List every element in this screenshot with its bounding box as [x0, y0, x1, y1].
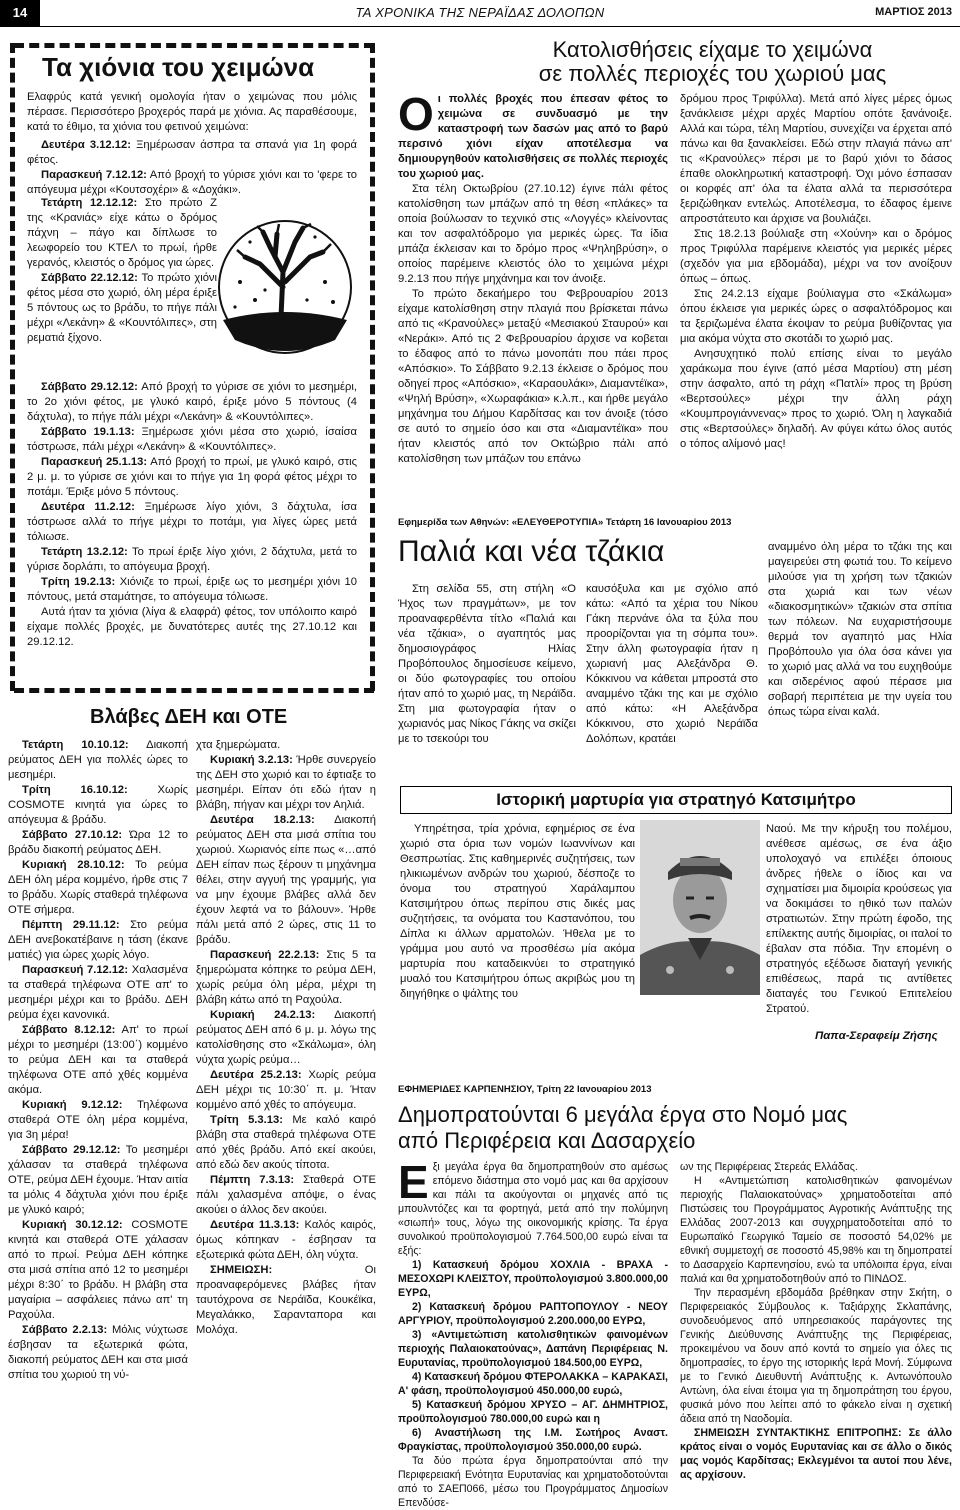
- snow-intro-text: Ελαφρύς κατά γενική ομολογία ήταν ο χειμώνας που μόλις πέρασε. Περισσότερο βροχερός παρά με χιόνια. Ας παραθέσουμε, κατά το έθιμο, τα χιόνια του φετινού χειμώνα:: [27, 91, 357, 133]
- outage-text: Χωρίς ρεύμα ΔΕΗ μέχρι τις 10:30΄ π. μ. Ήταν κομμένο από χθές το απόγευμα.: [196, 1069, 376, 1111]
- outage-date: Δευτέρα 25.2.13:: [210, 1069, 302, 1081]
- snow-entries-wrap: [27, 196, 217, 376]
- dashed-frame-right: [370, 43, 375, 691]
- snow-intro: [27, 90, 357, 133]
- landslides-column-1: [398, 88, 668, 500]
- outage-entry: [196, 948, 376, 1008]
- project-item: 6) Αναστήλωση της Ι.Μ. Σωτήρος Αναστ. Φραγκίστας, προϋπολογισμού 350.000,00 ευρώ.: [398, 1427, 668, 1453]
- outage-entry: [196, 1068, 376, 1113]
- outage-entry: [8, 783, 188, 828]
- outages-column-2: [196, 738, 376, 1466]
- outage-entry: [196, 1263, 376, 1338]
- project-item: 2) Κατασκευή δρόμου ΡΑΠΤΟΠΟΥΛΟΥ - ΝΕΟΥ ΑΡΓΥΡΙΟΥ, προϋπολογισμού 2.200.000,00 ΕΥΡΩ,: [398, 1301, 668, 1327]
- history-column-1: [400, 822, 635, 1072]
- outage-text: Ώρα 12 το βράδυ διακοπή ρεύματος ΔΕΗ.: [8, 829, 188, 856]
- outage-entry: [8, 1023, 188, 1098]
- snow-date-5: Σάββατο 29.12.12:: [41, 381, 138, 393]
- outage-entry: [196, 1218, 376, 1263]
- history-p2: Ναού. Με την κήρυξη του πολέμου, ανέθεσε αμέσως, σε ένα άξιο υπολοχαγό να επιλέξει όποιους άνδρες ήθελε ο ίδιος και να σχηματίσει μια διμοιρία κρούσεως για να δοκιμάσει το ηθικό των ιταλών στρατιωτών. Στην πρώτη έφοδο, της επίλεκτης αυτής διμοιρίας, οι ιταλοί το έβαλαν στα πόδια. Την επομένη ο στρατηγός εξέδωσε διαταγή γενικής επιθέσεως, παρά τις αντίθετες διαταγές του Γενικού Επιτελείου Στρατού.: [766, 823, 952, 1015]
- snow-text-4: Το πρώτο χιόνι φέτος μέσα στο χωριό, όλη μέρα έριξε 5 πόντους ως το βράδυ, το πήγε πάλι μέχρι «Λεκάνη» & «Κουντόλιπες», στη ρεματιά ξίχονο.: [27, 272, 217, 344]
- snow-text-10: Χιόνιζε το πρωί, έριξε ως το μεσημέρι χιόνι 10 πόντους, μετά σταμάτησε, το απόγευμα τόλιωσε.: [27, 576, 357, 603]
- snow-text-1: Ξημέρωσαν άσπρα τα σπανά για 1η φορά φέτος.: [27, 139, 357, 166]
- outage-date: Σάββατο 27.10.12:: [22, 829, 123, 841]
- outage-entry: [8, 1323, 188, 1383]
- landslides-title: [470, 38, 955, 86]
- outage-date: Σάββατο 29.12.12:: [22, 1144, 121, 1156]
- outage-entry: [8, 1143, 188, 1218]
- outage-text: Διακοπή ρεύματος ΔΕΗ στα μισά σπίτια του χωριού. Χωριανός είπε πως «…από ΔΕΗ είπαν πως ξέρουν τι μηχάνημα θέλει, στην αγγυή της γραμμής, για να μην έχουμε βλάβες αλλά δεν έχουν λεφτά να το βάλουν». Ήρθε πάλι μετά από 2 ώρες, στις 11 το βράδυ.: [196, 814, 376, 946]
- outage-entry: [196, 813, 376, 948]
- landslides-p4: Στις 18.2.13 βούλιαξε στη «Χούνη» και ο δρόμος προς Τριφύλλα παρέμεινε κλειστός για μερικές μέρες (σχεδόν για μια εβδομάδα), μέχρι να τον ανοίξουν όπως – όπως.: [680, 228, 952, 285]
- outage-entry: [8, 918, 188, 963]
- dashed-frame-bottom: [14, 688, 374, 693]
- snow-text-5: Από βροχή το γύρισε σε χιόνι το μεσημέρι, το 2ο χιόνι φέτος, με γλυκό καιρό, έριξε μόνο 5 πόντους (4 δάχτυλα), το πήγε πάλι μέχρι «Λεκάνη» & «Κουντόλιπες».: [27, 381, 357, 423]
- outage-text: Σταθερά ΟΤΕ πάλι χαλασμένα απόψε, ο ένας ακούει ο άλλος δεν ακούει.: [196, 1174, 376, 1216]
- outage-text: Διακοπή ρεύματος ΔΕΗ για πολλές ώρες το μεσημέρι.: [8, 739, 188, 781]
- snow-date-2: Παρασκευή 7.12.12:: [41, 169, 147, 181]
- fireplaces-text-1: Στη σελίδα 55, στη στήλη «Ο Ήχος των πραγμάτων», με τον προαναφερθέντα τίτλο «Παλιά και νέα τζάκια», ο αγαπητός μας δημοσιογράφος Ηλίας Προβόπουλος δημοσίευσε κείμενο, οι δύο φωτογραφίες του οποίου ήταν από το χωριό μας, τη Νεράϊδα. Στη μια φωτογραφία ήταν ο χωριανός μας Νίκος Γάκης να σκίζει με το τσεκούρι του: [398, 583, 576, 745]
- outages-title: Βλάβες ΔΕΗ και ΟΤΕ: [90, 706, 288, 728]
- fireplaces-column-3: [768, 540, 952, 775]
- projects-column-1: [398, 1156, 668, 1509]
- projects-column-2: [680, 1160, 952, 1481]
- snow-article-title: Τα χιόνια του χειμώνα: [42, 52, 315, 82]
- outage-text: Χωρίς COSMOTE κινητά για ώρες το απόγευμα & βράδυ.: [8, 784, 188, 826]
- outage-text: Το μεσημέρι χάλασαν τα σταθερά τηλέφωνα ΟΤΕ, ρεύμα ΔΕΗ έχουμε. Ήταν αιτία τα μόλις 4 δάχτυλα χιόνι που έριξε με γλυκό καιρό;: [8, 1144, 188, 1216]
- outage-entry: [8, 1098, 188, 1143]
- outage-text: Οι προαναφερόμενες βλάβες ήταν ταυτόχρονα σε Νεράϊδα, Κουκέϊκα, Μεγαλάκκο, Σαρανταπορα και Μολόχα.: [196, 1264, 376, 1336]
- fireplaces-text-2: καυσόξυλα και με σχόλιο από κάτω: «Από τα χέρια του Νίκου Γάκη περνάνε όλα τα ξύλα που προορίζονται για τη σόμπα του». Στην άλλη φωτογραφία ήταν η χωριανή μας Αλεξάνδρα Θ. Κόκκινου να κάθεται μπροστά στο αναμμένο τζάκι της και με σχόλιο από κάτω: «Η Αλεξάνδρα Κόκκινου, στο χωριό Νεράϊδα Δολόπων, κρατάει: [586, 583, 758, 745]
- fireplaces-column-1: [398, 582, 576, 772]
- outage-entry: [8, 963, 188, 1023]
- outage-date: Τετάρτη 10.10.12:: [22, 739, 129, 751]
- snow-date-9: Τετάρτη 13.2.12:: [41, 546, 128, 558]
- landslides-p3: δρόμου προς Τριφύλλα). Μετά από λίγες μέρες όμως ξανάκλεισε μέχρι αρχές Μαρτίου οπότε ξανάνοιξε. Αλλά και τώρα, τέλη Μαρτίου, συνεχίζει να έρχεται από πάνω και θα ξανακλείσει. Εδώ στην πλαγιά πάνω απ' τις «Κρανούλες» πέρσι με το βαρύ χιόνι το δάσος έπαθε ολοκληρωτική καταστροφή. Όχι μόνο έσπασαν οι κορφές απ' όλα τα έλατα αλλά τα περισσότερα ξεριζώθηκαν εντελώς. Αποτέλεσμα, το έδαφος έμεινε απροστάτευτο και άρχισε να βουλιάζει.: [680, 93, 952, 225]
- outage-entry: [8, 1218, 188, 1323]
- snow-text-3: Στο πρώτο Ζ της «Κρανιάς» είχε κάτω ο δρόμος πάχνη – πάγο και δίπλωσε το λεωφορείο του ΚΤΕΛ το πρωί, ήρθε γερανός, κλειστός ο δρόμος για ώρες.: [27, 197, 217, 269]
- projects-source-caption: ΕΦΗΜΕΡΙΔΕΣ ΚΑΡΠΕΝΗΣΙΟΥ, Τρίτη 22 Ιανουαρίου 2013: [398, 1084, 652, 1095]
- outage-text: Στο ρεύμα ΔΕΗ ανεβοκατέβαινε η τάση (έκανε ματιές) για ώρες χωρίς λόγο.: [8, 919, 188, 961]
- outage-date: Κυριακή 24.2.13:: [210, 1009, 316, 1021]
- snow-entries-top: [27, 138, 357, 200]
- projects-c2c: Την περασμένη εβδομάδα βρέθηκαν στην Σκήτη, ο Περιφερειακός Σύμβουλος κ. Ταξιάρχης Σκλαπάνης, συνοδευόμενος από υπηρεσιακούς παράγοντες της Γενικής Διεύθυνσης Ανάπτυξης της Περιφέρειας, προκειμένου να δουν από κοντά το σημείο για όλες τις δημοπρασίες, το έργο της ιστορικής Ιερά Μονή. Σύμφωνα με το Γενικό Διευθυντή Ανάπτυξης κ. Αντωνόπουλο Αντώνη, όλα είναι έτοιμα για τη δημοπράτηση του έργου, φυσικά μόνο που λείπει από το φάκελο είναι η σχετική άδεια από τη Ναοδομία.: [680, 1287, 952, 1425]
- outage-text: Απ' το πρωί μέχρι το μεσημέρι (13:00΄) κομμένο το ρεύμα ΔΕΗ και τα σταθερά τηλέφωνα ΟΤΕ από χθές κομμένα ακόμα.: [8, 1024, 188, 1096]
- outage-entry: [8, 738, 188, 783]
- history-title: Ιστορική μαρτυρία για στρατηγό Κατσιμήτρο: [400, 786, 952, 814]
- projects-c2b: Η «Αντιμετώπιση κατολισθητικών φαινομένων περιοχής Παλαιοκατούνας» χρηματοδοτείται από Πιστώσεις του Προγράμματος Αγροτικής Ανάπτυξης της Ελλάδας 2007-2013 και συγχρηματοδοτείται από το Ευρωπαϊκό Γεωργικό Ταμείο σε ποσοστό 54,02% με εθνική συμμετοχή σε ποσοστό 45,98% και τη δημοπρατεί το Δασαρχείο Καρπενησίου, ενώ τα υπόλοιπα έργα, είναι παλιά και θα χρηματοδοτηθούν από το ΠΙΝΔΟΣ.: [680, 1175, 952, 1285]
- project-item: 5) Κατασκευή δρόμου ΧΡΥΣΟ – ΑΓ. ΔΗΜΗΤΡΙΟΣ, προϋπολογισμού 780.000,00 ευρώ και η: [398, 1399, 668, 1425]
- page-number: 14: [0, 0, 40, 26]
- snow-text-6: Ξημέρωσε χιόνι μέσα στο χωριό, ίσαίσα τόστρωσε, πάλι μέχρι «Λεκάνη» & «Κουντόλιπες».: [27, 426, 357, 453]
- fireplaces-text-3: αναμμένο όλη μέρα το τζάκι της και μαγειρεύει στη φωτιά του. Το κείμενο μιλούσε για τη χρήση των τζακιών στα χωριά και των νέων «διακοσμητικών» τζακιών στα σπίτια των πόλεων. Να ευχαριστήσουμε θερμά τον αγαπητό μας Ηλία Προβόπουλο για όλα όσα κάνει για το χωριό μας αλλά να του ευχηθούμε και σιδερένιος αφού πέρασε μια σοβαρή περιπέτεια με την υγεία του όπως τώρα είναι καλά.: [768, 541, 952, 718]
- outage-date: Κυριακή 9.12.12:: [22, 1099, 123, 1111]
- snow-text-8: Ξημέρωσε λίγο χιόνι, 3 δάχτυλα, ίσα τόστρωσε αλλά το πήγε μέχρι το ποτάμι, για λίγες ώρες μετά τόλιωσε.: [27, 501, 357, 543]
- outage-entry: [8, 858, 188, 918]
- issue-date: ΜΑΡΤΙΟΣ 2013: [875, 6, 952, 18]
- outage-date: Παρασκευή 22.2.13:: [210, 949, 320, 961]
- landslides-p2: Το πρώτο δεκαήμερο του Φεβρουαρίου 2013 είχαμε κατολίσθηση στην πλαγιά που βρίσκεται πάνω από τις «Κρανούλες» μεταξύ «Μεσιακού Σταυρού» και «Νεράκι». Από τις 2 Φεβρουαρίου άρχισε να κοβεται το έδαφος από το πάνω μονοπάτι που πάει προς «Απόσκιο». Το Σάββατο 9.2.13 έκλεισε ο δρόμος που οδηγεί προς «Απόσκιο», «Καραουλάκι», Διαμαντέϊκα», «Ψηλή Βρύση», «Χωραφάκια» κ.λ.π., και ήρθε μεγάλο μηχάνημα του Δήμου Καρδίτσας και τον άνοιξε (τόσο σε αυτό το σημείο όσο και στα «Διαμαντέϊκα» που ήταν κλειστός από τον Οκτώβριο πάλι από κατολίσθηση των μπάζων του επάνω: [398, 288, 668, 465]
- outage-date: Τρίτη 16.10.12:: [22, 784, 128, 796]
- outage-entry: [196, 1008, 376, 1068]
- snow-date-10: Τρίτη 19.2.13:: [41, 576, 116, 588]
- landslides-title-line-2: σε πολλές περιοχές του χωριού μας: [538, 61, 887, 86]
- project-item: 4) Κατασκευή δρόμου ΦΤΕΡΟΛΑΚΚΑ – ΚΑΡΑΚΑΣΙ, Α' φάση, προϋπολογισμού 450.000,00 ευρώ,: [398, 1371, 668, 1397]
- landslides-title-line-1: Κατολισθήσεις είχαμε το χειμώνα: [552, 37, 873, 62]
- snow-date-8: Δευτέρα 11.2.12:: [41, 501, 135, 513]
- outage-date: Σάββατο 2.2.13:: [22, 1324, 108, 1336]
- landslides-p5: Στις 24.2.13 είχαμε βούλιαγμα στο «Σκάλωμα» όπου έκλεισε για μερικές ώρες ο ασφαλτόδρομος και τα ξεριζωμένα έλατα έκοψαν το ρεύμα βυθίζοντας για μια ακόμα νύχτα στο σκοτάδι το χωριό μας.: [680, 288, 952, 345]
- fireplaces-column-2: [586, 582, 758, 772]
- projects-c2: ων της Περιφέρειας Στερεάς Ελλάδας.: [680, 1161, 858, 1173]
- outage-date: Κυριακή 28.10.12:: [22, 859, 125, 871]
- landslides-column-2: [680, 92, 952, 500]
- outage-entry: [196, 753, 376, 813]
- fireplaces-source-caption: Εφημερίδα των Αθηνών: «ΕΛΕΥΘΕΡΟΤΥΠΙΑ» Τετάρτη 16 Ιανουαρίου 2013: [398, 517, 732, 528]
- outage-date: Δευτέρα 11.3.13:: [210, 1219, 300, 1231]
- outage-date: ΣΗΜΕΙΩΣΗ:: [210, 1264, 273, 1276]
- projects-c2d: ΣΗΜΕΙΩΣΗ ΣΥΝΤΑΚΤΙΚΗΣ ΕΠΙΤΡΟΠΗΣ: Σε άλλο κράτος είναι ο νομός Ευρυτανίας και σε άλλο ο δικός μας νομός Καρδίτσας; Εκλεγμένοι τα αυτοί που λένε, ας αρχίσουν.: [680, 1427, 952, 1481]
- snow-conclusion: Αυτά ήταν τα χιόνια (λίγα & ελαφρά) φέτος, τον υπόλοιπο καιρό είχαμε πολλές βροχές, με δυνατότερες αυτές της 27.10.12 και 29.12.12.: [27, 606, 357, 648]
- outage-text: Διακοπή ρεύματος ΔΕΗ από 6 μ. μ. λόγω της κατολίσθησης στο «Σκάλωμα», όλη νύχτα χωρίς ρεύμα…: [196, 1009, 376, 1066]
- outage-text: Τηλέφωνα σταθερά ΟΤΕ όλη μέρα κομμένα, για 3η μέρα!: [8, 1099, 188, 1141]
- project-item: 1) Κατασκευή δρόμου ΧΟΧΛΙΑ - ΒΡΑΧΑ - ΜΕΣΟΧΩΡΙ ΚΛΕΙΣΤΟΥ, προϋπολογισμού 3.800.000,00 ΕΥΡΩ,: [398, 1259, 668, 1299]
- snow-date-4: Σάββατο 22.12.12:: [41, 272, 138, 284]
- outage-text: Ήρθε συνεργείο της ΔΕΗ στο χωριό και το έφτιαξε το μεσημέρι. Είπαν ότι εδώ ήταν η βλάβη, πήγαν και μέχρι τον Αηλιά.: [196, 754, 377, 811]
- landslides-lead: ι πολλές βροχές που έπεσαν φέτος το χειμώνα σε συνδυασμό με την καταστροφή των δασών μας από το βαρύ περσινό χιόνι είχαν αποτέλεσμα να δημιουργηθούν κατολισθήσεις σε πολλές περιοχές του χωριού μας.: [398, 93, 668, 180]
- snow-text-2: Από βροχή το γύρισε χιόνι και το 'φερε το απόγευμα μέχρι «Κουτσοχέρι» & «Δοχάκι».: [27, 169, 357, 196]
- snow-date-6: Σάββατο 19.1.13:: [41, 426, 135, 438]
- outage-date: Κυριακή 3.2.13:: [210, 754, 293, 766]
- outage-text: Στις 5 τα ξημερώματα κόπηκε το ρεύμα ΔΕΗ, χωρίς ρεύμα όλη μέρα, μέχρι τη βλάβη κάτω από τη Ραχούλα.: [196, 949, 376, 1006]
- projects-list: [398, 1258, 668, 1510]
- outage-text: Χαλασμένα τα σταθερά τηλέφωνα ΟΤΕ απ' το μεσημέρι μέχρι και το βράδυ. ΔΕΗ ρεύμα έχει κανονικά.: [8, 964, 188, 1021]
- outage-text: Καλός καιρός, όμως κόπηκαν - έσβησαν τα εξωτερικά φώτα ΔΕΗ, όλη νύχτα.: [196, 1219, 376, 1261]
- history-signature: Παπα-Σεραφείμ Ζήσης: [815, 1030, 938, 1042]
- outage-entry: [8, 828, 188, 858]
- snow-date-3: Τετάρτη 12.12.12:: [41, 197, 138, 209]
- fireplaces-title: Παλιά και νέα τζάκια: [398, 535, 665, 568]
- outage-text: COSMOTE κινητά και σταθερά ΟΤΕ χάλασαν από το πρωί. Ρεύμα ΔΕΗ κόπηκε στα μισά σπίτια από 12 το μεσημέρι μέχρι 8:30΄ το βράδυ. Η βλάβη στα μαγαίρια – ασφάλειες πάνω απ' τη Ραχούλα.: [8, 1219, 188, 1321]
- newspaper-name: ΤΑ ΧΡΟΝΙΚΑ ΤΗΣ ΝΕΡΑΪΔΑΣ ΔΟΛΟΠΩΝ: [355, 5, 605, 20]
- snow-text-7: Από βροχή το πρωί, με γλυκό καιρό, στις 2 μ. μ. το γύρισε σε χιόνι και το πήγε για 1η φορά φέτος μέχρι το ποτάμι. Έριξε μόνο 5 πόντους.: [27, 456, 357, 498]
- outage-date: Σάββατο 8.12.12:: [22, 1024, 116, 1036]
- outage-date: Παρασκευή 7.12.12:: [22, 964, 129, 976]
- history-column-2: [682, 822, 952, 1032]
- history-p1: Υπηρέτησα, τρία χρόνια, εφημέριος σε ένα χωριό στα όρια των νομών Ιωαννίνων και Θεσπρωτίας. Στις καθημερινές συζητήσεις, των ηλικιωμένων ανδρών του χωριού, δέσποζε το όνομα του στρατηγού Χαράλαμπου Κατσιμήτρου όπως περίπου στις δικές μας συζητήσεις, τα ονόματα του Καστανόπου, του Δίπλα κι άλλων αρματολών. Ήθελα με το γράμμα μου αυτό να προσθέσω μία ακόμα μαρτυρία που καταδεικνύει το στρατηγικό μυαλό του Κατσιμήτρου όπως ακριβώς μου τη διηγήθηκε ο ψάλτης του: [400, 823, 635, 1000]
- snow-text-9: Το πρωί έριξε λίγο χιόνι, 2 δάχτυλα, μετά το γύρισε δορλάπι, το απόγευμα βροχή.: [27, 546, 358, 573]
- outage-date: Κυριακή 30.12.12:: [22, 1219, 123, 1231]
- landslides-dropcap: Ο: [398, 88, 434, 140]
- projects-lead: ξι μεγάλα έργα θα δημοπρατηθούν στο αμέσως επόμενο διάστημα στο νομό μας και θα αρχίσουν και πάλι τα ακούγονται οι μηχανές από τις μπουλντόζες και τα φορτηγά, μετά από την πολύμηνη «σιωπή» τους, λόγω της οικονομικής κρίσης. Τα έργα συνολικού προϋπολογισμού 7.764.500,00 ευρώ είναι τα εξής:: [398, 1161, 668, 1257]
- snow-date-1: Δευτέρα 3.12.12:: [41, 139, 131, 151]
- landslides-p1: Στα τέλη Οκτωβρίου (27.10.12) έγινε πάλι φέτος κατολίσθηση των μπάζων από τη θέση «πλάκες» τα οποία βούλωσαν το τεχνικό στις «Λογγές» κλείνοντας και τον ασφαλτόδρομο για μερικές ώρες. Τα ίδια μπάζα έκλεισαν και το δρόμο προς «Ψηληβρύση», ο οποίος παρέμεινε κλειστός όλο το χειμώνα μέχρι 9.2.13 που πήγε μηχάνημα και τον άνοιξε.: [398, 183, 668, 285]
- outage-date: Τρίτη 5.3.13:: [210, 1114, 283, 1126]
- dashed-frame-top: [14, 43, 374, 48]
- snow-tree-illustration: [215, 212, 355, 362]
- outage-date: Πέμπτη 29.11.12:: [22, 919, 120, 931]
- dashed-frame-left: [10, 43, 15, 691]
- outage-entry: [196, 738, 376, 753]
- outage-date: Δευτέρα 18.2.13:: [210, 814, 315, 826]
- landslides-p6: Ανησυχητικό πολύ επίσης είναι το μεγάλο χαράκωμα που έγινε (από μέσα Μαρτίου) στη μέση στην άσφαλτο, από τη ράχη «Πατλί» προς τη βρύση «Βερτσούλες» μέχρι την άλλη ράχη «Κουμπρογιάννενας» προς το χωριό. Όλη η λαγκαδιά στις «Βερτσούλες» δηλαδή. Αν φύγει κάτω όλος αυτός ο τόπος αλίμονό μας!: [680, 348, 952, 450]
- project-item: Τα δύο πρώτα έργα δημοπρατούνται από την Περιφερειακή Ενότητα Ευρυτανίας και χρηματοδοτούνται από το ΣΑΕΠ066, μέσω του Προγράμματος Δημοσίων Επενδύσε-: [398, 1455, 668, 1509]
- projects-title-line-2: από Περιφέρεια και Δασαρχείο: [398, 1128, 696, 1153]
- outage-text: Το ρεύμα ΔΕΗ όλη μέρα κομμένο, ήρθε στις 7 το βράδυ. Χωρίς σταθερά τηλέφωνα ΟΤΕ σήμερα.: [8, 859, 188, 916]
- snow-date-7: Παρασκευή 25.1.13:: [41, 456, 148, 468]
- projects-title: [398, 1102, 953, 1154]
- outage-entry: [196, 1113, 376, 1173]
- outages-column-1: [8, 738, 188, 1466]
- outage-text: Μόλις νύχτωσε έσβησαν τα εξωτερικά φώτα, διακοπή ρεύματος ΔΕΗ και στα μισά σπίτια του χωριού τη νύ-: [8, 1324, 188, 1381]
- outage-date: Πέμπτη 7.3.13:: [210, 1174, 295, 1186]
- snow-entries-bottom: [27, 380, 358, 648]
- outage-text: χτα ξημερώματα.: [196, 739, 281, 751]
- outage-text: Με καλό καιρό βλάβη στα σταθερά τηλέφωνα ΟΤΕ από χθές βράδυ. Από εκεί ακούει, από εδώ δεν ακούς τίποτα.: [196, 1114, 376, 1171]
- projects-dropcap: Ε: [398, 1156, 429, 1208]
- outage-entry: [196, 1173, 376, 1218]
- projects-title-line-1: Δημοπρατούνται 6 μεγάλα έργα στο Νομό μας: [398, 1102, 848, 1127]
- project-item: 3) «Αντιμετώπιση κατολισθητικών φαινομένων περιοχής Παλαιοκατούνας», Δαπάνη Περιφέρειας Ν. Ευρυτανίας, προϋπολογισμού 184.500,00 ΕΥΡΩ,: [398, 1329, 668, 1369]
